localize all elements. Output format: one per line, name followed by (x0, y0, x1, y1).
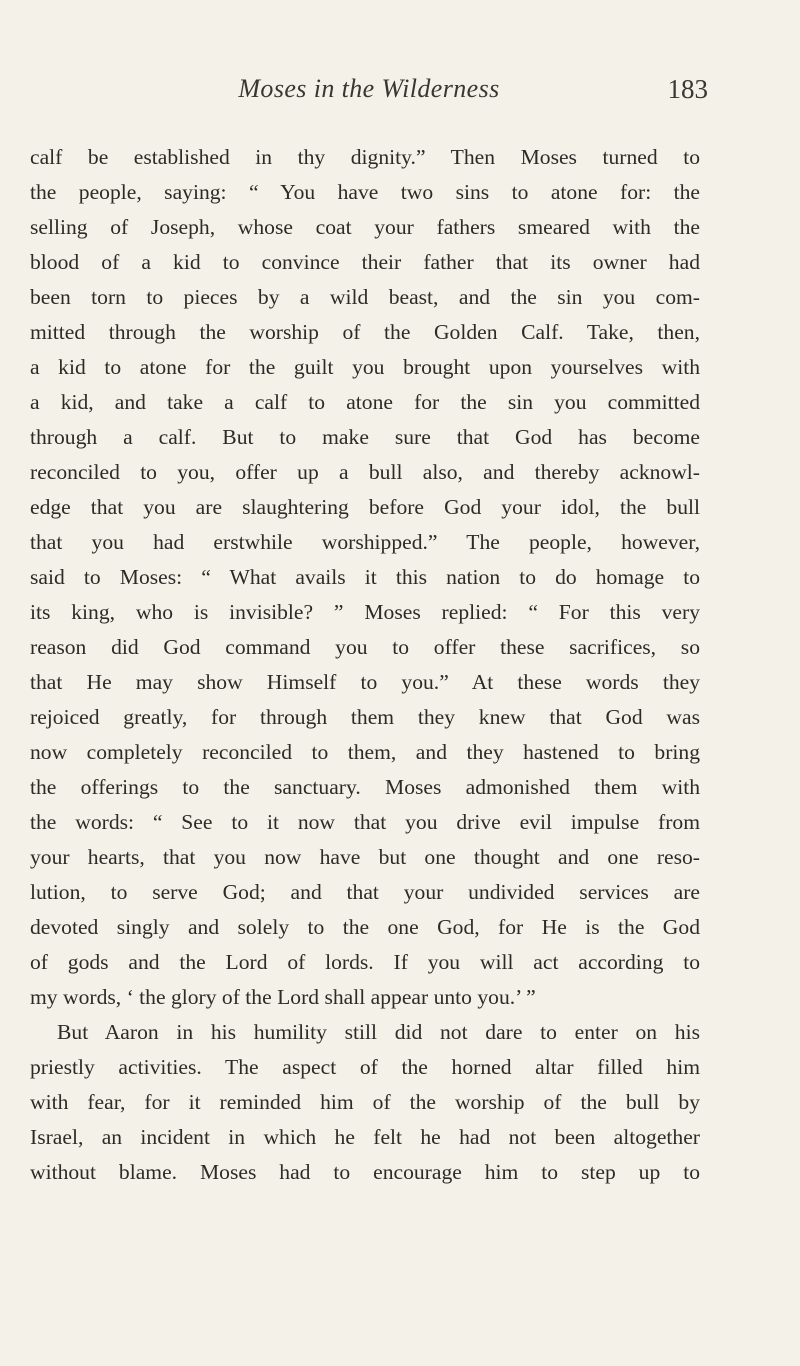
text-line: through a calf. But to make sure that God has become (30, 425, 700, 449)
text-line: reconciled to you, offer up a bull also, and thereby acknowl- (30, 460, 700, 484)
text-line: your hearts, that you now have but one thought and one reso- (30, 845, 700, 869)
text-line: blood of a kid to convince their father that its owner had (30, 250, 700, 274)
text-line: its king, who is invisible? ” Moses replied: “ For this very (30, 600, 700, 624)
text-line: reason did God command you to offer these sacrifices, so (30, 635, 700, 659)
text-line: lution, to serve God; and that your undivided services are (30, 880, 700, 904)
text-line: my words, ‘ the glory of the Lord shall appear unto you.’ ” (30, 985, 536, 1009)
running-title: Moses in the Wilderness (238, 74, 500, 103)
text-line: without blame. Moses had to encourage him to step up to (30, 1160, 700, 1184)
text-line: rejoiced greatly, for through them they knew that God was (30, 705, 700, 729)
text-line: now completely reconciled to them, and they hastened to bring (30, 740, 700, 764)
running-head (30, 74, 708, 114)
text-line: the words: “ See to it now that you drive evil impulse from (30, 810, 700, 834)
paragraph-start-line: But Aaron in his humility still did not dare to enter on his (57, 1020, 700, 1044)
text-line: the people, saying: “ You have two sins to atone for: the (30, 180, 700, 204)
body-text (30, 140, 700, 1190)
text-line: been torn to pieces by a wild beast, and the sin you com- (30, 285, 700, 309)
text-line: with fear, for it reminded him of the worship of the bull by (30, 1090, 700, 1114)
text-line: edge that you are slaughtering before God your idol, the bull (30, 495, 700, 519)
text-line: calf be established in thy dignity.” Then Moses turned to (30, 145, 700, 169)
text-line: a kid, and take a calf to atone for the sin you committed (30, 390, 700, 414)
text-line: of gods and the Lord of lords. If you will act according to (30, 950, 700, 974)
page-number: 183 (667, 74, 708, 104)
text-line: mitted through the worship of the Golden Calf. Take, then, (30, 320, 700, 344)
text-line: Israel, an incident in which he felt he had not been altogether (30, 1125, 700, 1149)
text-line: said to Moses: “ What avails it this nation to do homage to (30, 565, 700, 589)
text-line: devoted singly and solely to the one God, for He is the God (30, 915, 700, 939)
text-line: selling of Joseph, whose coat your fathers smeared with the (30, 215, 700, 239)
text-line: a kid to atone for the guilt you brought upon yourselves with (30, 355, 700, 379)
text-line: that you had erstwhile worshipped.” The people, however, (30, 530, 700, 554)
text-line: the offerings to the sanctuary. Moses admonished them with (30, 775, 700, 799)
text-line: that He may show Himself to you.” At these words they (30, 670, 700, 694)
text-line: priestly activities. The aspect of the horned altar filled him (30, 1055, 700, 1079)
